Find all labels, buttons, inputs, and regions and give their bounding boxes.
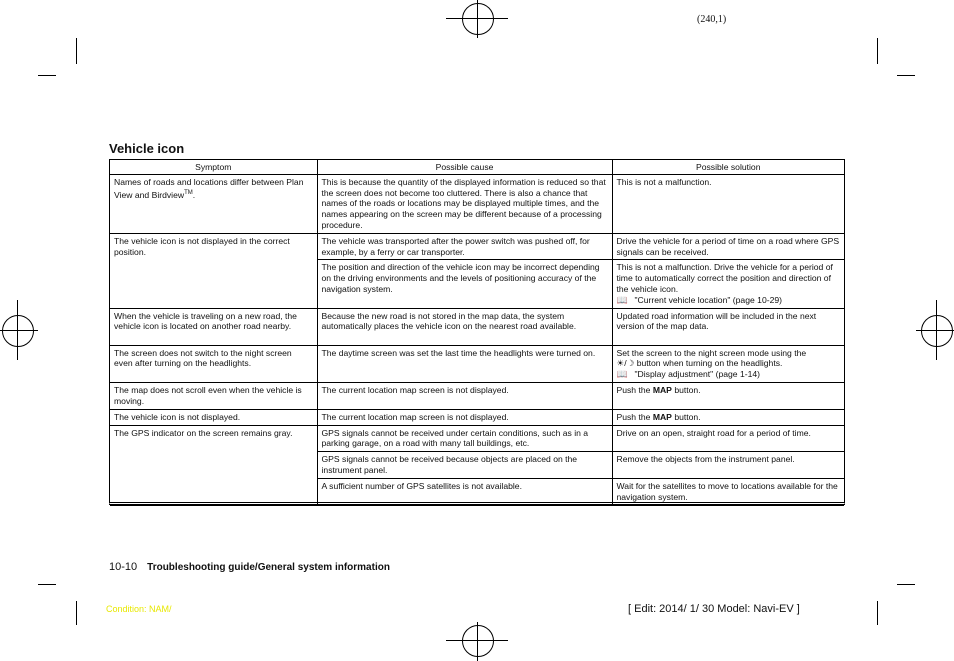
page-reference-link[interactable]: "Current vehicle location" (page 10-29) <box>634 294 782 305</box>
crop-mark <box>76 601 77 625</box>
edit-info: [ Edit: 2014/ 1/ 30 Model: Navi-EV ] <box>628 603 800 615</box>
symptom-cell: Names of roads and locations differ between Plan View and Birdview™. <box>110 174 317 233</box>
section-title: Vehicle icon <box>109 141 185 156</box>
crop-mark <box>877 601 878 625</box>
crop-mark <box>76 38 77 64</box>
cause-cell: The vehicle was transported after the power switch was pushed off, for example, by a ferry or car transporter. <box>317 233 612 260</box>
registration-mark <box>0 330 38 331</box>
table-row <box>110 409 844 425</box>
cause-cell: A sufficient number of GPS satellites is not available. <box>317 478 612 505</box>
solution-cell: Push the MAP button. <box>612 382 844 409</box>
table-row <box>110 382 844 409</box>
table-row <box>110 345 844 382</box>
symptom-cell: The screen does not switch to the night screen even after turning on the headlights. <box>110 345 317 382</box>
cause-cell: Because the new road is not stored in the map data, the system automatically places the vehicle icon on the nearest road available. <box>317 308 612 345</box>
registration-mark <box>17 300 18 360</box>
solution-cell: Remove the objects from the instrument panel. <box>612 452 844 479</box>
cause-cell: The current location map screen is not displayed. <box>317 382 612 409</box>
registration-mark <box>462 625 494 657</box>
page-footer <box>109 561 390 573</box>
crop-mark <box>877 38 878 64</box>
book-ref-icon: 📖 <box>616 369 628 380</box>
page-number: 10-10 <box>109 561 138 573</box>
solution-cell: Drive on an open, straight road for a period of time. <box>612 425 844 452</box>
column-header-solution: Possible solution <box>612 160 844 174</box>
symptom-cell: The GPS indicator on the screen remains gray. <box>110 425 317 505</box>
page-reference-link[interactable]: "Display adjustment" (page 1-14) <box>634 369 761 380</box>
column-header-cause: Possible cause <box>317 160 612 174</box>
crop-mark <box>897 75 915 76</box>
crop-mark <box>38 75 56 76</box>
registration-mark <box>921 315 953 347</box>
symptom-cell: The vehicle icon is not displayed. <box>110 409 317 425</box>
table-header-row <box>110 160 844 174</box>
solution-cell: This is not a malfunction. <box>612 174 844 233</box>
cause-cell: The position and direction of the vehicle icon may be incorrect depending on the driving environments and the levels of positioning accuracy of the navigation system. <box>317 260 612 308</box>
symptom-cell: The vehicle icon is not displayed in the correct position. <box>110 233 317 308</box>
registration-mark <box>477 0 478 38</box>
table-row <box>110 174 844 233</box>
troubleshooting-table <box>109 159 845 505</box>
solution-cell: Drive the vehicle for a period of time on a road where GPS signals can be received. <box>612 233 844 260</box>
solution-cell: Push the MAP button. <box>612 409 844 425</box>
table-row <box>110 308 844 345</box>
crop-mark <box>897 584 915 585</box>
solution-cell: Set the screen to the night screen mode using the ☀/☽ button when turning on the headlights. 📖 "Display adjustment" (page 1-14) <box>612 345 844 382</box>
page-reference: (240,1) <box>697 14 727 25</box>
cause-cell: GPS signals cannot be received under certain conditions, such as in a parking garage, on a road with many tall buildings, etc. <box>317 425 612 452</box>
table-row <box>110 425 844 452</box>
solution-cell: Wait for the satellites to move to locations available for the navigation system. <box>612 478 844 505</box>
symptom-cell: When the vehicle is traveling on a new road, the vehicle icon is located on another road nearby. <box>110 308 317 345</box>
condition-label: Condition: NAM/ <box>106 604 172 614</box>
crop-mark <box>38 584 56 585</box>
registration-mark <box>936 300 937 360</box>
book-ref-icon: 📖 <box>616 294 628 305</box>
cause-cell: The daytime screen was set the last time the headlights were turned on. <box>317 345 612 382</box>
registration-mark <box>462 3 494 35</box>
cause-cell: This is because the quantity of the displayed information is reduced so that the screen does not become too cluttered. There is also a chance that names of the roads or locations may be displayed multiple times, and the names appearing on the screen may be different because of a processing procedure. <box>317 174 612 233</box>
symptom-cell: The map does not scroll even when the vehicle is moving. <box>110 382 317 409</box>
cause-cell: GPS signals cannot be received because objects are placed on the instrument panel. <box>317 452 612 479</box>
chapter-title: Troubleshooting guide/General system information <box>147 562 390 573</box>
cause-cell: The current location map screen is not displayed. <box>317 409 612 425</box>
registration-mark <box>916 330 954 331</box>
column-header-symptom: Symptom <box>110 160 317 174</box>
table-row <box>110 233 844 260</box>
solution-cell: Updated road information will be included in the next version of the map data. <box>612 308 844 345</box>
solution-cell: This is not a malfunction. Drive the vehicle for a period of time to automatically correct the position and direction of the vehicle icon. 📖 "Current vehicle location" (page 10-29) <box>612 260 844 308</box>
registration-mark <box>477 622 478 661</box>
day-night-icon: ☀/☽ <box>616 358 635 369</box>
registration-mark <box>2 315 34 347</box>
